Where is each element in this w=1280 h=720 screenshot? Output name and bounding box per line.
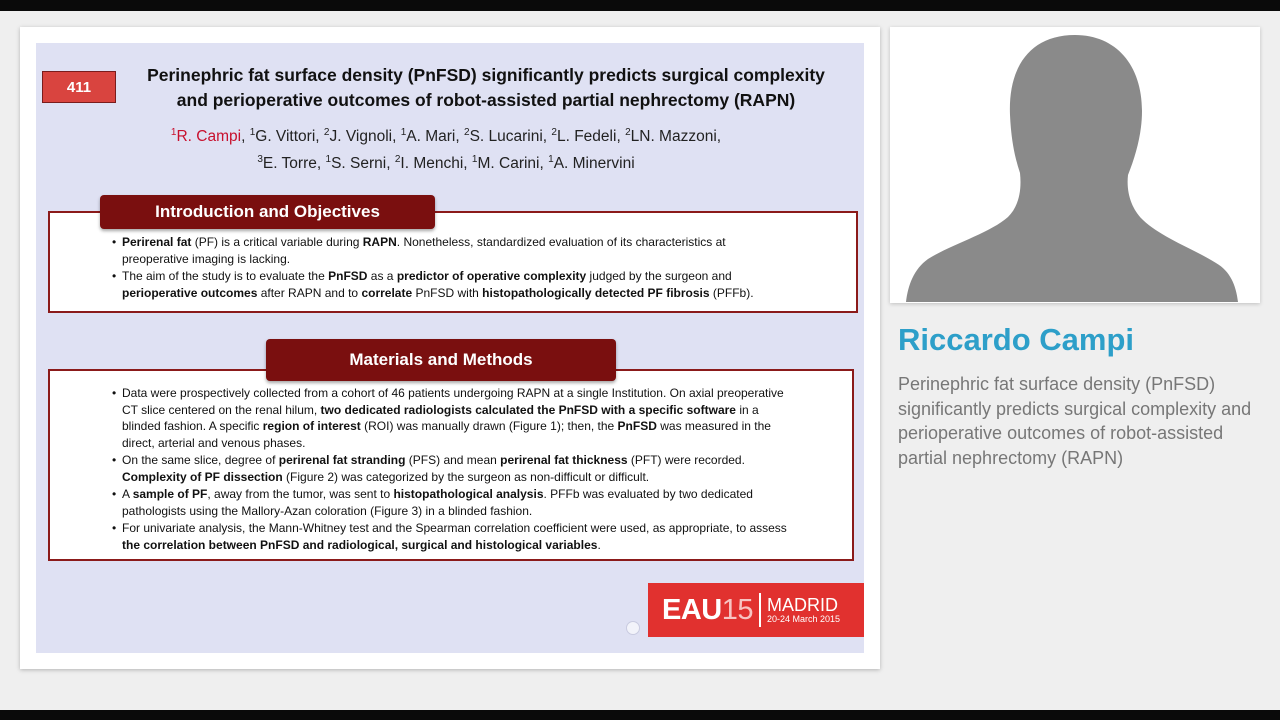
- slide-viewer[interactable]: [20, 27, 880, 669]
- top-letterbox-bar: [0, 0, 1280, 11]
- author-name: $^2$LN. Mazzoni: [625, 127, 717, 146]
- author-line-2: $^3$E. Torre, $^1$S. Serni, $^2$I. Menchi, $^1$M. Carini, $^1$A. Minervini: [257, 154, 635, 173]
- logo-dates: 20-24 March 2015: [767, 613, 841, 624]
- author-name: $^1$M. Carini: [471, 154, 540, 173]
- poster-title-line-2: and perioperative outcomes of robot-assisted partial nephrectomy (RAPN): [176, 90, 796, 110]
- author-name: $^2$L. Fedeli: [551, 127, 617, 146]
- slide-nav-dot[interactable]: [626, 621, 640, 635]
- author-name: $^2$I. Menchi: [394, 154, 464, 173]
- poster-title-line-1: Perinephric fat surface density (PnFSD) significantly predicts surgical complexity: [147, 65, 825, 85]
- author-name: $^2$S. Lucarini: [464, 127, 543, 146]
- author-name: $^1$R. Campi: [170, 127, 242, 146]
- intro-section-header: Introduction and Objectives: [100, 195, 435, 229]
- logo-brand: EAU15: [662, 593, 753, 626]
- methods-bullet-1: • Data were prospectively collected from a cohort of 46 patients undergoing RAPN at a single Institution. On axial preoperative CT slice centered on the renal hilum, two dedicated radiologists calculated the PnFSD with a specific software in a blinded fashion. A specific region of interest (ROI) was manually drawn (Figure 1); then, the PnFSD was measured in the direct, arterial and venous phases.: [112, 385, 792, 451]
- methods-bullet-4: • For univariate analysis, the Mann-Whitney test and the Spearman correlation coefficient were used, as appropriate, to assess the correlation between PnFSD and radiological, surgical and histological variables.: [112, 520, 792, 553]
- logo-divider: [759, 593, 761, 627]
- author-name: $^1$G. Vittori: [249, 127, 316, 146]
- intro-section-body: [112, 234, 792, 302]
- intro-bullet-2: • The aim of the study is to evaluate the PnFSD as a predictor of operative complexity judged by the surgeon and perioperative outcomes after RAPN and to correlate PnFSD with histopathologically detected PF fibrosis (PFFb).: [112, 268, 792, 301]
- methods-bullet-2: • On the same slice, degree of perirenal fat stranding (PFS) and mean perirenal fat thickness (PFT) were recorded. Complexity of PF dissection (Figure 2) was categorized by the surgeon as non-difficult or difficult.: [112, 452, 792, 485]
- author-name: $^3$E. Torre: [257, 154, 317, 173]
- poster-title: [126, 63, 846, 113]
- poster-slide: [36, 43, 864, 653]
- eau15-madrid-logo: [648, 583, 864, 637]
- speaker-name: Riccardo Campi: [898, 322, 1135, 357]
- talk-title: Perinephric fat surface density (PnFSD) significantly predicts surgical complexity and perioperative outcomes of robot-assisted partial nephrectomy (RAPN): [898, 374, 1252, 468]
- methods-section-body: [112, 385, 792, 554]
- methods-bullet-3: • A sample of PF, away from the tumor, was sent to histopathological analysis. PFFb was evaluated by two dedicated pathologists using the Mallory-Azan coloration (Figure 3) in a blinded fashion.: [112, 486, 792, 519]
- bottom-letterbox-bar: [0, 710, 1280, 720]
- poster-number-badge: 411: [42, 71, 116, 103]
- methods-section-header: Materials and Methods: [266, 339, 616, 381]
- author-list: [106, 121, 786, 175]
- logo-city: MADRID: [767, 594, 838, 615]
- intro-bullet-1: • Perirenal fat (PF) is a critical variable during RAPN. Nonetheless, standardized evaluation of its characteristics at preoperative imaging is lacking.: [112, 234, 792, 267]
- author-name: $^1$S. Serni: [325, 154, 387, 173]
- person-silhouette-icon: [890, 27, 1254, 302]
- speaker-avatar: [890, 27, 1254, 302]
- author-line-1: $^1$R. Campi, $^1$G. Vittori, $^2$J. Vignoli, $^1$A. Mari, $^2$S. Lucarini, $^2$L. Fedeli, $^2$LN. Mazzoni,: [170, 127, 722, 146]
- author-name: $^1$A. Minervini: [548, 154, 635, 173]
- author-name: $^2$J. Vignoli: [323, 127, 393, 146]
- author-name: $^1$A. Mari: [400, 127, 456, 146]
- logo-city-block: [767, 596, 840, 625]
- speaker-photo-card: [890, 27, 1260, 303]
